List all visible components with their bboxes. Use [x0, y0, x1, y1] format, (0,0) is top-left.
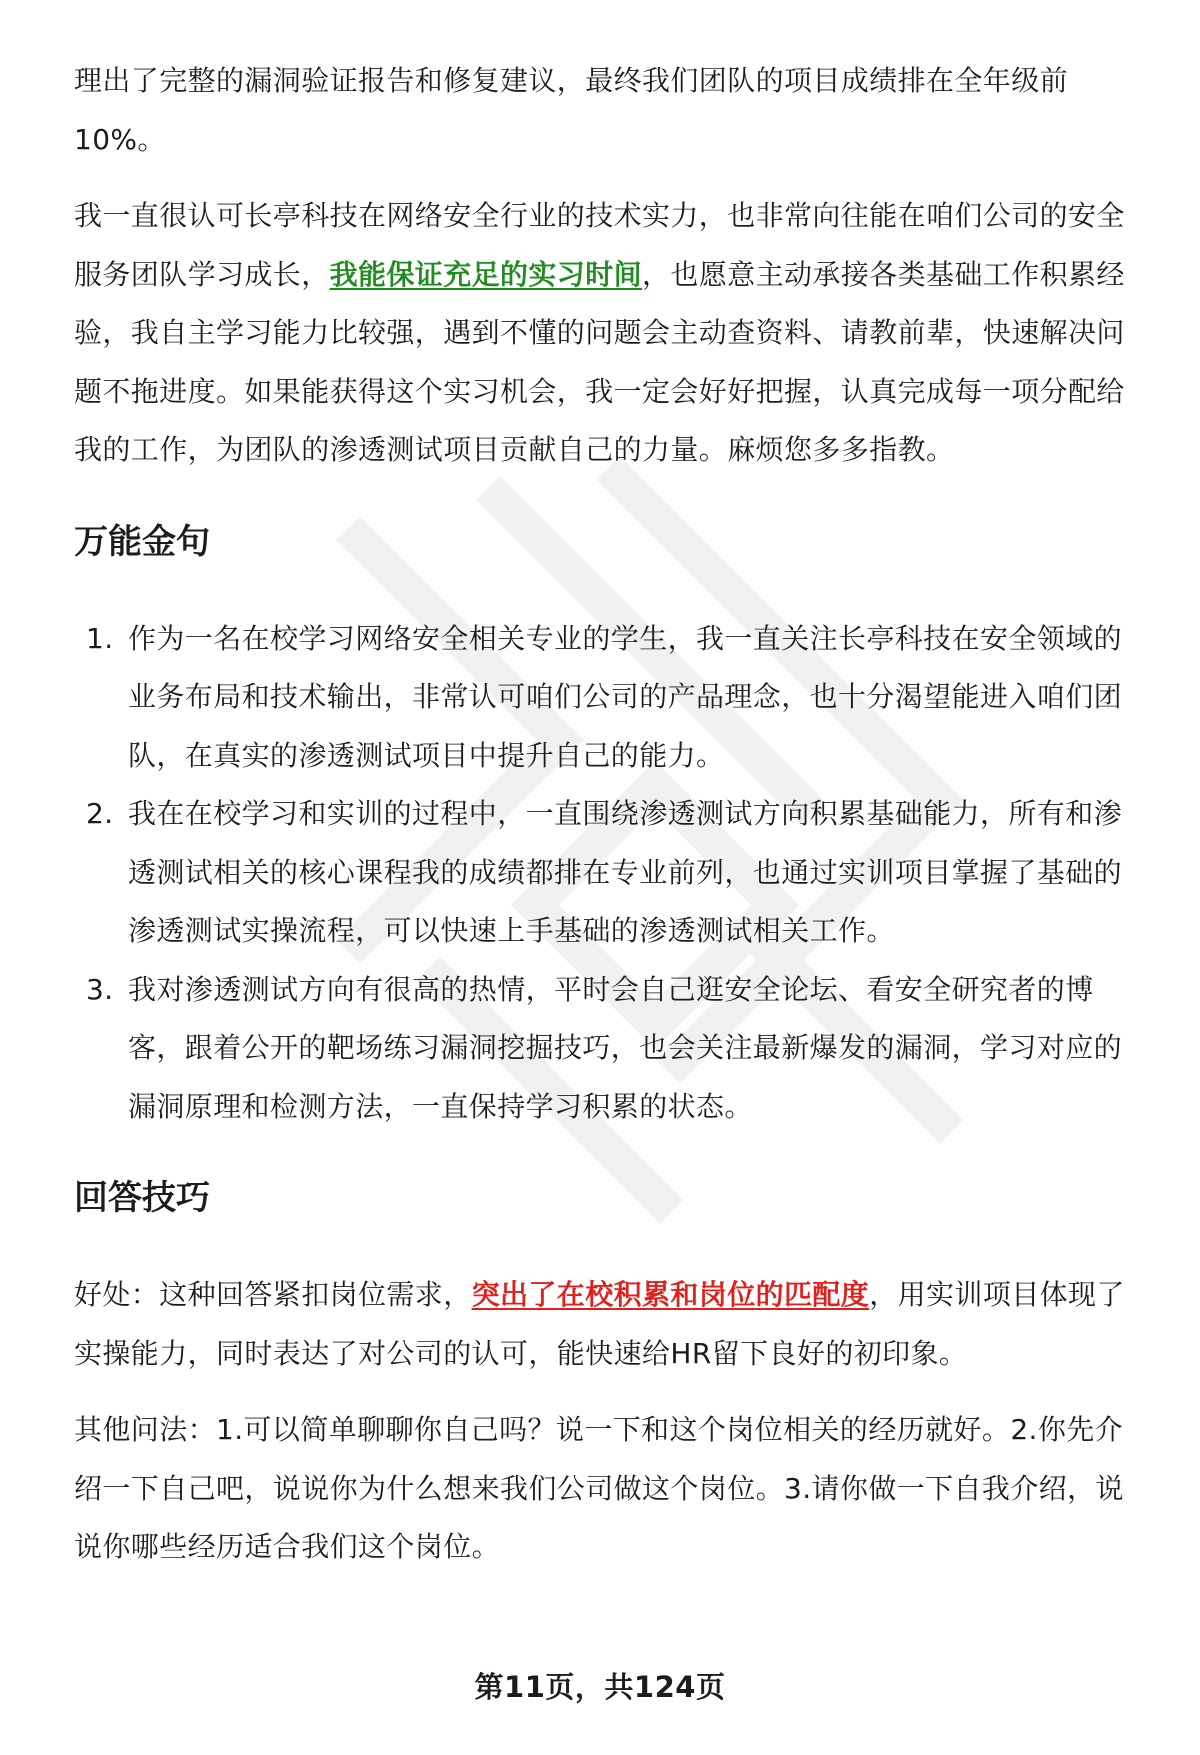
- list-item-number: 1.: [86, 621, 114, 655]
- list-item: [74, 785, 1144, 961]
- answer-tips-heading: 回答技巧: [74, 1178, 210, 1218]
- page-number: 第11页，共124页: [474, 1670, 726, 1704]
- document-page: [74, 52, 1144, 1577]
- golden-sentences-heading: 万能金句: [74, 521, 210, 562]
- benefit-text-part2: ，用实训项目体现了实操能力，同时表达了对公司的认可，能快速给HR留下良好的初印象。: [74, 1278, 1125, 1370]
- list-item: [74, 961, 1144, 1137]
- list-item-text: 我对渗透测试方向有很高的热情，平时会自己逛安全论坛、看安全研究者的博客，跟着公开的靶场练习漏洞挖掘技巧，也会关注最新爆发的漏洞，学习对应的漏洞原理和检测方法，一直保持学习积累的状态。: [128, 972, 1123, 1123]
- golden-sentences-list: [74, 610, 1144, 1137]
- benefit-paragraph: [74, 1266, 1144, 1383]
- intro-paragraph: 理出了完整的漏洞验证报告和修复建议，最终我们团队的项目成绩排在全年级前10%。: [74, 64, 1069, 156]
- list-item-number: 2.: [86, 797, 114, 830]
- closing-text-part2: ，也愿意主动承接各类基础工作积累经验，我自主学习能力比较强，遇到不懂的问题会主动查资料、请教前辈，快速解决问题不拖进度。如果能获得这个实习机会，我一定会好好把握，认真完成每一项分配给我的工作，为团队的渗透测试项目贡献自己的力量。麻烦您多多指教。: [74, 257, 1125, 466]
- list-item-text: 我在在校学习和实训的过程中，一直围绕渗透测试方向积累基础能力，所有和渗透测试相关的核心课程我的成绩都排在专业前列，也通过实训项目掌握了基础的渗透测试实操流程，可以快速上手基础的渗透测试相关工作。: [128, 797, 1123, 947]
- benefit-text-part1: 好处：这种回答紧扣岗位需求，: [74, 1278, 472, 1311]
- list-item: [74, 610, 1144, 786]
- closing-text-part1: 我一直很认可长亭科技在网络安全行业的技术实力，也非常向往能在咱们公司的安全服务团队学习成长，: [74, 199, 1125, 291]
- benefit-highlight: 突出了在校积累和岗位的匹配度: [471, 1278, 870, 1311]
- list-item-text: 作为一名在校学习网络安全相关专业的学生，我一直关注长亭科技在安全领域的业务布局和技术输出，非常认可咱们公司的产品理念，也十分渴望能进入咱们团队，在真实的渗透测试项目中提升自己的能力。: [128, 621, 1123, 772]
- closing-highlight: 我能保证充足的实习时间: [329, 257, 643, 291]
- list-item-number: 3.: [86, 972, 114, 1006]
- other-questions-paragraph: 其他问法：1.可以简单聊聊你自己吗？说一下和这个岗位相关的经历就好。2.你先介绍一下自己吧，说说你为什么想来我们公司做这个岗位。3.请你做一下自我介绍，说说你哪些经历适合我们这个岗位。: [74, 1413, 1124, 1563]
- closing-paragraph: [74, 187, 1144, 480]
